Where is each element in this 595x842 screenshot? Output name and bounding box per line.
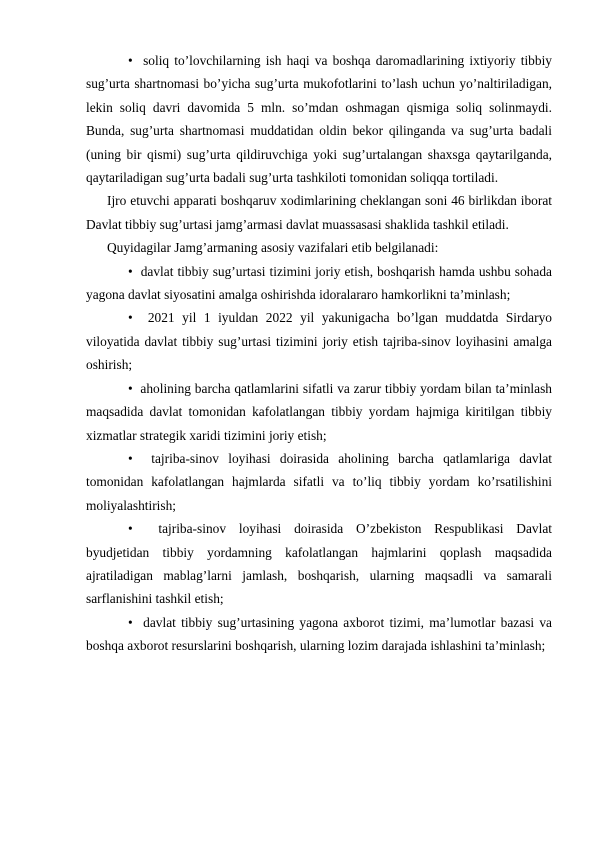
- paragraph-1: [86, 49, 552, 189]
- paragraph-7: [86, 447, 552, 517]
- paragraph-8: [86, 517, 552, 611]
- paragraph-text: davlat tibbiy sug’urtasining yagona axborot tizimi, ma’lumotlar bazasi va boshqa axborot resurslarini boshqarish, ularning lozim darajada ishlashini ta’minlash;: [86, 614, 552, 654]
- paragraph-text: davlat tibbiy sug’urtasi tizimini joriy etish, boshqarish hamda ushbu sohada yagona davlat siyosatini amalga oshirishda idoralararo hamkorlikni ta’minlash;: [86, 263, 552, 303]
- paragraph-text: Quyidagilar Jamg’armaning asosiy vazifalari etib belgilanadi:: [107, 240, 439, 256]
- paragraph-9: [86, 611, 552, 658]
- bullet-mark: •: [128, 450, 133, 466]
- paragraph-text: 2021 yil 1 iyuldan 2022 yil yakunigacha bo’lgan muddatda Sirdaryo viloyatida davlat tibbiy sug’urtasi tizimini joriy etish tajriba-sinov loyihasini amalga oshirish;: [86, 310, 552, 373]
- paragraph-text: tajriba-sinov loyihasi doirasida aholining barcha qatlamlariga davlat tomonidan kafolatlangan hajmlarda sifatli va to’liq tibbiy yordam ko’rsatilishini moliyalashtirish;: [86, 450, 552, 513]
- paragraph-text: aholining barcha qatlamlarini sifatli va zarur tibbiy yordam bilan ta’minlash maqsadida davlat tomonidan kafolatlangan tibbiy yordam hajmiga kiritilgan tibbiy xizmatlar strategik xaridi tizimini joriy etish;: [86, 380, 552, 443]
- paragraph-5: [86, 306, 552, 376]
- bullet-mark: •: [128, 53, 133, 68]
- bullet-mark: •: [128, 380, 133, 396]
- bullet-mark: •: [128, 614, 133, 630]
- document-page: [86, 49, 552, 658]
- paragraph-3: [86, 236, 552, 259]
- bullet-mark: •: [128, 521, 133, 537]
- bullet-mark: •: [128, 263, 133, 279]
- paragraph-text: Ijro etuvchi apparati boshqaruv xodimlarining cheklangan soni 46 birlikdan iborat Davlat tibbiy sug’urtasi jamg’armasi davlat muassasasi shaklida tashkil etiladi.: [86, 193, 552, 232]
- paragraph-2: [86, 189, 552, 236]
- paragraph-4: [86, 260, 552, 307]
- paragraph-text: soliq to’lovchilarning ish haqi va boshqa daromadlarining ixtiyoriy tibbiy sug’urta shartnomasi bo’yicha sug’urta mukofotlarini to’lash uchun yo’naltiriladigan, lekin soliq davri davomida 5 mln. so’mdan oshmagan qismiga soliq solinmaydi. Bunda, sug’urta shartnomasi muddatidan oldin bekor qilinganda va sug’urta badali (uning bir qismi) sug’urta qildiruvchiga yoki sug’urtalangan shaxsga qaytarilganda, qaytariladigan sug’urta badali sug’urta tashkiloti tomonidan soliqqa tortiladi.: [86, 53, 552, 186]
- paragraph-6: [86, 377, 552, 447]
- bullet-mark: •: [128, 310, 133, 326]
- paragraph-text: tajriba-sinov loyihasi doirasida O’zbekiston Respublikasi Davlat byudjetidan tibbiy yordamning kafolatlangan hajmlarini qoplash maqsadida ajratiladigan mablag’larni jamlash, boshqarish, ularning maqsadli va samarali sarflanishini tashkil etish;: [86, 521, 552, 607]
